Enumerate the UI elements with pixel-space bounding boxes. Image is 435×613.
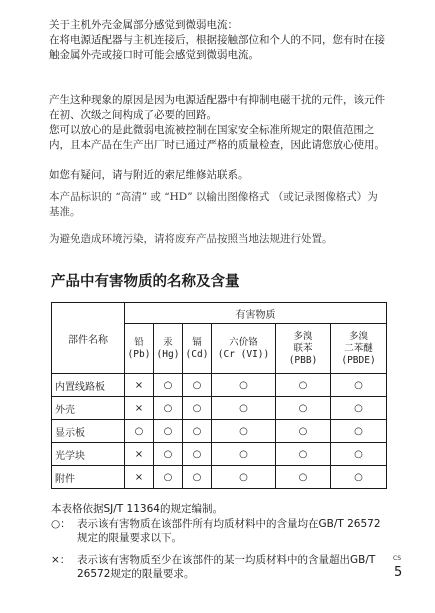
- cause-paragraph: 产生这种现象的原因是因为电源适配器中有抑制电磁干扰的元件，该元件在初、次级之间构成了必要的回路。: [49, 94, 385, 121]
- substance-mark-cell: ○: [154, 443, 183, 466]
- table-row: [52, 420, 387, 443]
- substance-column-header: [212, 324, 276, 374]
- safety-paragraph: 您可以放心的是此微弱电流被控制在国家安全标准所规定的限值范围之内，且本产品在生产出厂时已通过严格的质量检查，因此请您放心使用。: [49, 124, 385, 151]
- substance-mark-cell: ○: [276, 420, 331, 443]
- substance-symbol: (Cr (VI)): [217, 348, 270, 360]
- circle-legend-text: 表示该有害物质在该部件所有均质材料中的含量均在GB/T 26572规定的限量要求以下。: [77, 518, 381, 544]
- substance-mark-cell: ○: [183, 374, 212, 397]
- substance-mark-cell: ○: [276, 443, 331, 466]
- substance-symbol: (Pb): [127, 348, 151, 360]
- circle-symbol: ○：: [51, 518, 71, 530]
- substance-name: 多溴 二苯醚: [344, 330, 373, 354]
- part-name-cell: 显示板: [52, 420, 125, 443]
- substance-name: 镉: [192, 336, 202, 348]
- section-title: 产品中有害物质的名称及含量: [51, 274, 240, 290]
- table-row: [52, 374, 387, 397]
- cross-legend-text: 表示该有害物质至少在该部件的某一均质材料中的含量超出GB/T 26572规定的限量要求。: [77, 554, 376, 580]
- substance-mark-cell: ○: [212, 443, 276, 466]
- table-row: [52, 443, 387, 466]
- part-name-cell: 光学块: [52, 443, 125, 466]
- substance-symbol: (PBDE): [341, 354, 376, 366]
- service-contact-paragraph: 如您有疑问，请与附近的索尼维修站联系。: [49, 169, 249, 181]
- substance-column-header: [154, 324, 183, 374]
- part-name-cell: 附件: [52, 466, 125, 489]
- hazardous-substance-header: 有害物质: [125, 303, 387, 324]
- substance-mark-cell: ○: [183, 466, 212, 489]
- language-code: CS: [393, 555, 401, 562]
- leakage-current-title: 关于主机外壳金属部分感觉到微弱电流：: [49, 19, 238, 31]
- hazardous-substances-table: [51, 302, 387, 489]
- substance-mark-cell: ○: [125, 420, 154, 443]
- table-row: [52, 466, 387, 489]
- substance-name: 铅: [134, 336, 144, 348]
- substance-mark-cell: ○: [212, 397, 276, 420]
- substance-mark-cell: ○: [154, 374, 183, 397]
- substance-mark-cell: ○: [154, 466, 183, 489]
- substance-mark-cell: ×: [125, 443, 154, 466]
- table-basis-note: 本表格依据SJ/T 11364的规定编制。: [51, 503, 223, 515]
- substance-mark-cell: ×: [125, 397, 154, 420]
- cross-symbol: ×：: [51, 554, 71, 566]
- hd-format-paragraph: 本产品标识的 “高清” 或 “HD” 以输出图像格式 （或记录图像格式）为基准。: [49, 191, 378, 218]
- page-number: 5: [394, 565, 403, 580]
- substance-mark-cell: ○: [154, 420, 183, 443]
- substance-name: 汞: [163, 336, 173, 348]
- substance-column-header: [276, 324, 331, 374]
- substance-mark-cell: ×: [125, 466, 154, 489]
- substance-symbol: (Hg): [156, 348, 180, 360]
- table-row: [52, 397, 387, 420]
- disposal-paragraph: 为避免造成环境污染，请将废弃产品按照当地法规进行处置。: [49, 233, 333, 245]
- substance-mark-cell: ○: [331, 374, 387, 397]
- circle-legend: [51, 517, 386, 545]
- substance-mark-cell: ○: [331, 420, 387, 443]
- leakage-current-paragraph: 在将电源适配器与主机连接后，根据接触部位和个人的不同，您有时在接触金属外壳或接口时可能会感觉到微弱电流。: [49, 34, 385, 61]
- substance-mark-cell: ○: [212, 420, 276, 443]
- substance-column-header: [331, 324, 387, 374]
- part-name-cell: 外壳: [52, 397, 125, 420]
- substance-mark-cell: ○: [212, 466, 276, 489]
- substance-mark-cell: ○: [276, 466, 331, 489]
- substance-mark-cell: ○: [154, 397, 183, 420]
- substance-mark-cell: ○: [276, 374, 331, 397]
- substance-name: 多溴 联苯: [293, 330, 313, 354]
- substance-mark-cell: ○: [276, 397, 331, 420]
- substance-name: 六价铬: [229, 336, 258, 348]
- substance-symbol: (Cd): [185, 348, 209, 360]
- substance-mark-cell: ○: [331, 443, 387, 466]
- substance-mark-cell: ○: [331, 466, 387, 489]
- substance-mark-cell: ○: [183, 397, 212, 420]
- part-name-header: 部件名称: [52, 303, 125, 374]
- substance-mark-cell: ×: [125, 374, 154, 397]
- substance-mark-cell: ○: [331, 397, 387, 420]
- substance-symbol: (PBB): [288, 354, 318, 366]
- substance-mark-cell: ○: [212, 374, 276, 397]
- substance-mark-cell: ○: [183, 443, 212, 466]
- substance-column-header: [183, 324, 212, 374]
- substance-mark-cell: ○: [183, 420, 212, 443]
- substance-column-header: [125, 324, 154, 374]
- part-name-cell: 内置线路板: [52, 374, 125, 397]
- cross-legend: [51, 553, 386, 581]
